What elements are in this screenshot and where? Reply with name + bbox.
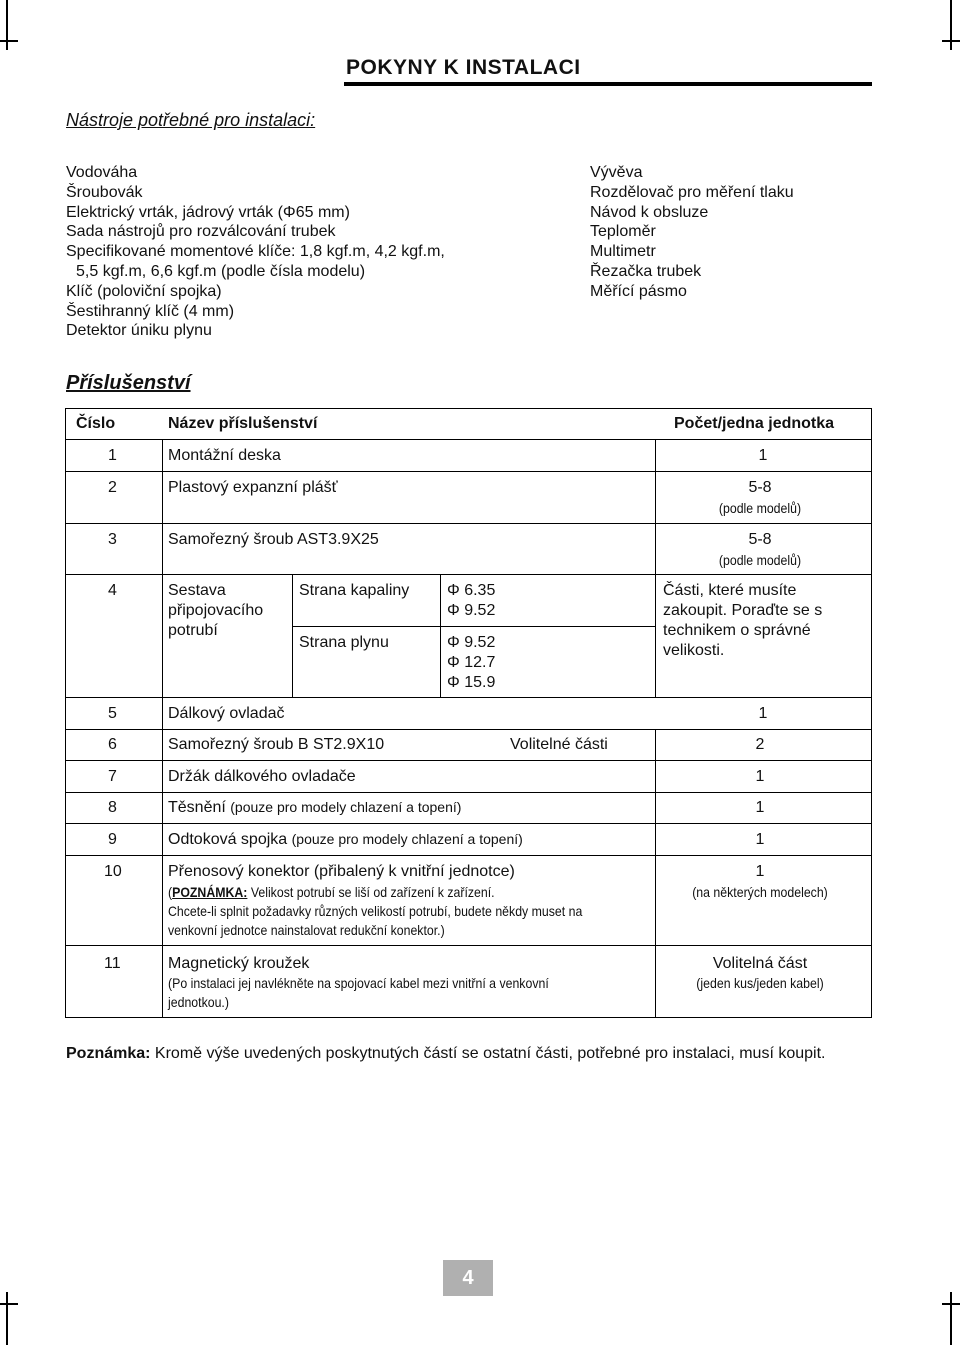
tool-item: Multimetr [590, 243, 656, 261]
gas-size: Φ 9.52 [447, 634, 496, 651]
row-qty: 5-8 [748, 531, 772, 548]
row-note-line: Chcete-li splnit požadavky různých velikostí potrubí, budete někdy muset na [168, 903, 583, 919]
row-name-line: potrubí [168, 622, 218, 639]
row-name: Dálkový ovladač [168, 705, 285, 722]
crop-mark-bottom-right-h [942, 1303, 960, 1305]
tool-item: Specifikované momentové klíče: 1,8 kgf.m, 4,2 kgf.m, [66, 243, 445, 261]
row-name: Plastový expanzní plášť [168, 479, 338, 496]
tools-heading: Nástroje potřebné pro instalaci: [66, 110, 316, 130]
crop-mark-top-right-v [950, 0, 952, 50]
row-name: Samořezný šroub AST3.9X25 [168, 531, 379, 548]
row-note-line [168, 884, 495, 900]
row-note-line: (Po instalaci jej navlékněte na spojovací kabel mezi vnitřní a venkovní [168, 975, 549, 991]
row-qty: 1 [755, 831, 765, 848]
crop-mark-top-right-h [942, 40, 960, 42]
note-text: Velikost potrubí se liší od zařízení k zařízení. [247, 884, 495, 900]
row-qty: 1 [755, 768, 765, 785]
note-label: POZNÁMKA: [172, 884, 248, 900]
row-number: 3 [108, 531, 117, 548]
gas-size: Φ 15.9 [447, 674, 496, 691]
tool-item: Šestihranný klíč (4 mm) [66, 302, 235, 320]
note-open-paren: ( [168, 884, 173, 900]
row-number: 4 [108, 582, 117, 599]
row-number: 11 [104, 955, 121, 972]
gas-side-label: Strana plynu [299, 634, 389, 651]
col-header-qty: Počet/jedna jednotka [674, 415, 835, 432]
accessories-heading: Příslušenství [66, 372, 191, 394]
row-number: 5 [108, 705, 117, 722]
row-name-main: Těsnění [168, 799, 226, 816]
tool-item: Návod k obsluze [590, 203, 709, 221]
row-number: 7 [108, 768, 117, 785]
purchase-note-line: technikem o správné [663, 622, 811, 639]
crop-mark-bottom-left-v [6, 1292, 8, 1345]
row-number: 6 [108, 736, 117, 753]
note-text: Kromě výše uvedených poskytnutých částí se ostatní části, potřebné pro instalaci, musí koupit. [150, 1045, 826, 1062]
tool-item: Detektor úniku plynu [66, 322, 212, 340]
row-qty: 1 [758, 447, 768, 464]
tool-item: Vývěva [590, 164, 643, 181]
tools-list-right [590, 163, 794, 302]
row-number: 9 [108, 831, 117, 848]
tool-item: 5,5 kgf.m, 6,6 kgf.m (podle čísla modelu) [76, 262, 366, 280]
tool-item: Vodováha [66, 164, 138, 181]
tool-item: Klíč (poloviční spojka) [66, 282, 222, 300]
row-name [168, 831, 523, 849]
row-name [168, 799, 461, 817]
row-number: 8 [108, 799, 117, 816]
tool-item: Rozdělovač pro měření tlaku [590, 183, 794, 201]
row-name: Montážní deska [168, 447, 281, 464]
tools-list-left [66, 163, 445, 341]
row-name: Držák dálkového ovladače [168, 768, 356, 785]
liquid-side-label: Strana kapaliny [299, 582, 410, 599]
row-name-line: Sestava [168, 582, 226, 599]
tool-item: Teploměr [590, 223, 656, 241]
crop-mark-bottom-left-h [0, 1303, 18, 1305]
liquid-size: Φ 9.52 [447, 602, 496, 619]
row-name: Samořezný šroub B ST2.9X10 [168, 736, 385, 753]
optional-parts-label: Volitelné části [510, 736, 608, 753]
liquid-size: Φ 6.35 [447, 582, 496, 599]
row-qty-note: (podle modelů) [718, 552, 802, 568]
header-rule [344, 82, 872, 86]
row-note-line: venkovní jednotce nainstalovat redukční konektor.) [168, 922, 445, 938]
row-qty: 1 [755, 863, 765, 880]
row-name-line: připojovacího [168, 602, 264, 619]
tool-item: Elektrický vrták, jádrový vrták (Φ65 mm) [66, 203, 350, 221]
row-name-qualifier: (pouze pro modely chlazení a topení) [230, 799, 462, 815]
row-name: Přenosový konektor (přibalený k vnitřní jednotce) [168, 863, 515, 880]
row-qty: Volitelná část [712, 955, 808, 972]
row-qty: 1 [758, 705, 768, 722]
crop-mark-top-left-v [6, 0, 8, 50]
row-name: Magnetický kroužek [168, 955, 310, 972]
row-name-qualifier: (pouze pro modely chlazení a topení) [291, 831, 523, 847]
row-note-line: jednotkou.) [168, 994, 229, 1010]
installation-note [66, 1043, 870, 1064]
purchase-note-line: zakoupit. Poraďte se s [663, 602, 823, 619]
row-qty: 2 [755, 736, 765, 753]
row-name-main: Odtoková spojka [168, 831, 288, 848]
col-header-number: Číslo [76, 415, 116, 432]
row-qty-note: (podle modelů) [718, 500, 802, 516]
row-qty: 5-8 [748, 479, 772, 496]
tool-item: Řezačka trubek [590, 262, 702, 280]
row-number: 2 [108, 479, 117, 496]
row-number: 10 [104, 863, 122, 880]
page-number: 4 [443, 1260, 493, 1296]
purchase-note-line: velikosti. [663, 642, 725, 659]
crop-mark-bottom-right-v [950, 1292, 952, 1345]
crop-mark-top-left-h [0, 40, 18, 42]
page-title: POKYNY K INSTALACI [346, 56, 581, 79]
purchase-note-line: Části, které musíte [663, 582, 797, 599]
gas-size: Φ 12.7 [447, 654, 496, 671]
col-header-name: Název příslušenství [168, 415, 318, 432]
row-qty-note: (na některých modelech) [692, 884, 828, 900]
tool-item: Šroubovák [66, 183, 143, 201]
row-number: 1 [108, 447, 117, 464]
tool-item: Sada nástrojů pro rozválcování trubek [66, 223, 336, 241]
note-label: Poznámka: [66, 1045, 151, 1062]
row-qty-note: (jeden kus/jeden kabel) [696, 975, 824, 991]
tool-item: Měřící pásmo [590, 282, 687, 300]
row-qty: 1 [755, 799, 765, 816]
